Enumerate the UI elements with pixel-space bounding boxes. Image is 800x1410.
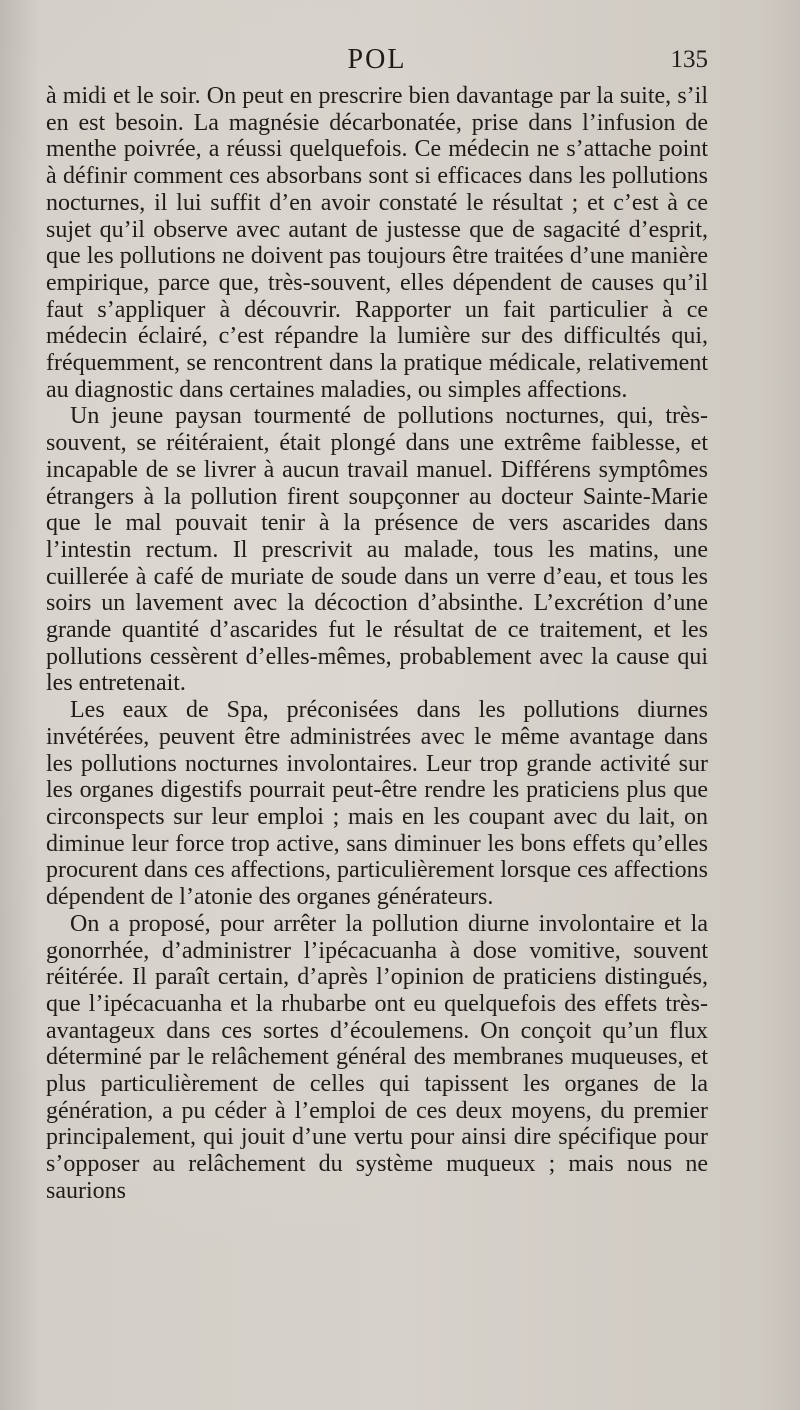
paragraph-4: On a proposé, pour arrêter la pollution diurne involontaire et la gonorrhée, d’administrer l’ipécacuanha à dose vomitive, souvent réitérée. Il paraît certain, d’après l’opinion de praticiens distingués, que l’ipécacuanha et la rhubarbe ont eu quelquefois des effets très-avantageux dans ces sortes d’écoulemens. On conçoit qu’un flux déterminé par le relâchement général des membranes muqueuses, et plus particulièrement de celles qui tapissent les organes de la génération, a pu céder à l’emploi de ces deux moyens, du premier principalement, qui jouit d’une vertu pour ainsi dire spécifique pour s’opposer au relâchement du système muqueux ; mais nous ne saurions	[46, 910, 708, 1204]
running-head: POL	[347, 44, 407, 75]
page-number: 135	[670, 46, 708, 73]
paragraph-1: à midi et le soir. On peut en prescrire bien davantage par la suite, s’il en est besoin. La magnésie décarbonatée, prise dans l’infusion de menthe poivrée, a réussi quelquefois. Ce médecin ne s’attache point à définir comment ces absorbans sont si efficaces dans les pollutions nocturnes, il lui suffit d’en avoir constaté le résultat ; et c’est à ce sujet qu’il observe avec autant de justesse que de sagacité d’esprit, que les pollutions ne doivent pas toujours être traitées d’une manière empirique, parce que, très-souvent, elles dépendent de causes qu’il faut s’appliquer à découvrir. Rapporter un fait particulier à ce médecin éclairé, c’est répandre la lumière sur des difficultés qui, fréquemment, se rencontrent dans la pratique médicale, relativement au diagnostic dans certaines maladies, ou simples affections.	[46, 83, 708, 403]
paragraph-2: Un jeune paysan tourmenté de pollutions nocturnes, qui, très-souvent, se réitéraient, était plongé dans une extrême faiblesse, et incapable de se livrer à aucun travail manuel. Différens symptômes étrangers à la pollution firent soupçonner au docteur Sainte-Marie que le mal pouvait tenir à la présence de vers ascarides dans l’intestin rectum. Il prescrivit au malade, tous les matins, une cuillerée à café de muriate de soude dans un verre d’eau, et tous les soirs un lavement avec la décoction d’absinthe. L’excrétion d’une grande quantité d’ascarides fut le résultat de ce traitement, et les pollutions cessèrent d’elles-mêmes, probablement avec la cause qui les entretenait.	[46, 403, 708, 697]
page-header	[46, 44, 708, 84]
body-text	[46, 83, 708, 1205]
paragraph-3: Les eaux de Spa, préconisées dans les pollutions diurnes invétérées, peuvent être administrées avec le même avantage dans les pollutions nocturnes involontaires. Leur trop grande activité sur les organes digestifs pourrait peut-être rendre les praticiens plus que circonspects sur leur emploi ; mais en les coupant avec du lait, on diminue leur force trop active, sans diminuer les bons effets qu’elles procurent dans ces affections, particulièrement lorsque ces affections dépendent de l’atonie des organes générateurs.	[46, 697, 708, 911]
